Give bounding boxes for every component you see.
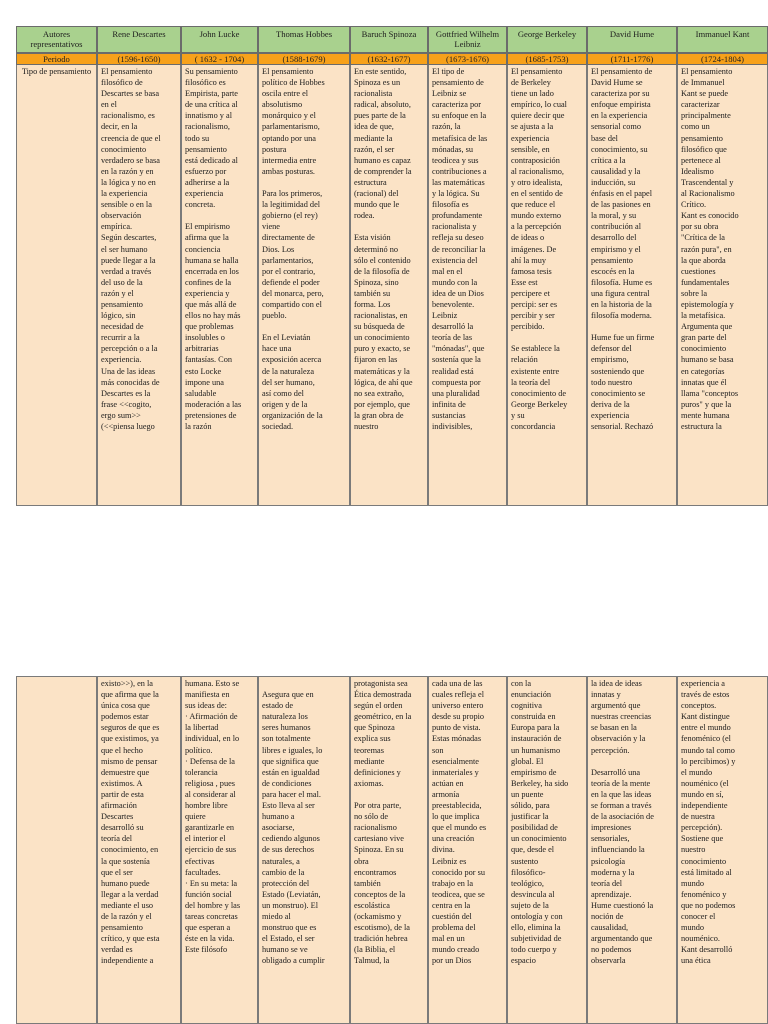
cell-hobbes-p1: El pensamiento político de Hobbes oscila entre el absolutismo monárquico y el parlamentarismo, optando por una postura intermedia entre ambas posturas. Para los primeros, la legitimidad del gobierno (el rey) viene directamente de Dios. Los parlamentarios, por el contrario, defiende el poder del monarca, pero, compartido con el pueblo. En el Leviatán hace una exposición acerca de la naturaleza del ser humano, así como del origen y de la organización de la sociedad. [258,65,350,506]
cell-kant-p1: El pensamiento de Immanuel Kant se puede caracterizar principalmente como un pensamiento filosófico que pertenece al Idealismo Trascendental y al Racionalismo Crítico. Kant es conocido por su obra "Crítica de la razón pura", en la que aborda cuestiones fundamentales sobre la epistemología y la metafísica. Argumenta que gran parte del conocimiento humano se basa en categorías innatas que él llama "conceptos puros" y que la mente humana estructura la [677,65,768,506]
cell-leibniz-p2: cada una de las cuales refleja el universo entero desde su propio punto de vista. Estas mónadas son esencialmente inmateriales y actúan en armonía preestablecida, lo que implica que el mundo es una creación divina. Leibniz es conocido por su trabajo en la teodicea, que se centra en la cuestión del problema del mal en un mundo creado por un Dios [428,676,507,1024]
cell-descartes-p2: existo>>), en la que afirma que la única cosa que podemos estar seguros de que es que existimos, ya que el hecho mismo de pensar demuestre que existimos. A partir de esta afirmación Descartes desarrolló su teoría del conocimiento, en la que sostenía que el ser humano puede llegar a la verdad mediante el uso de la razón y el pensamiento crítico, y que esta verdad es independiente a [97,676,181,1024]
period-label: Periodo [16,53,97,65]
period-hobbes: (1588-1679) [258,53,350,65]
header-cell-autores: Autores representativos [16,26,97,53]
table-page-1 [16,26,768,506]
cell-hume-p1: El pensamiento de David Hume se caracteriza por su enfoque empirista en la experiencia sensorial como base del conocimiento, su crítica a la causalidad y la inducción, su énfasis en el papel de las pasiones en la moral, y su contribución al desarrollo del empirismo y el pensamiento escocés en la filosofía. Hume es una figura central en la historia de la filosofía moderna. Hume fue un firme defensor del empirismo, sosteniendo que todo nuestro conocimiento se deriva de la experiencia sensorial. Rechazó [587,65,677,506]
period-hume: (1711-1776) [587,53,677,65]
cell-spinoza-p2: protagonista sea Ética demostrada según el orden geométrico, en la que Spinoza explica sus teoremas mediante definiciones y axiomas. Por otra parte, no sólo de racionalismo cartesiano vive Spinoza. En su obra encontramos también conceptos de la escolástica (ockamismo y escotismo), de la tradición hebrea (la Biblia, el Talmud, la [350,676,428,1024]
cell-descartes-p1: El pensamiento filosófico de Descartes se basa en el racionalismo, es decir, en la creencia de que el conocimiento verdadero se basa en la razón y en la lógica y no en la experiencia sensible o en la observación empírica. Según descartes, el ser humano puede llegar a la verdad a través del uso de la razón y el pensamiento lógico, sin necesidad de recurrir a la percepción o a la experiencia. Una de las ideas más conocidas de Descartes es la frase <<cogito, ergo sum>> (<<piensa luego [97,65,181,506]
cell-berkeley-p2: con la enunciación cognitiva construida en Europa para la instauración de un humanismo global. El empirismo de Berkeley, ha sido un puente sólido, para justificar la posibilidad de un conocimiento que, desde el sustento filosófico- teológico, desvincula al sujeto de la ontología y con ello, elimina la subjetividad de todo cuerpo y espacio [507,676,587,1024]
header-cell-leibniz: Gottfried Wilhelm Leibniz [428,26,507,53]
row-label-tipo-pensamiento: Tipo de pensamiento [16,65,97,506]
period-locke: ( 1632 - 1704) [181,53,258,65]
header-cell-hume: David Hume [587,26,677,53]
table-header-row [16,26,768,53]
period-leibniz: (1673-1676) [428,53,507,65]
cell-kant-p2: experiencia a través de estos conceptos. Kant distingue entre el mundo fenoménico (el mundo tal como lo percibimos) y el mundo nouménico (el mundo en sí, independiente de nuestra percepción). Sostiene que nuestro conocimiento está limitado al mundo fenoménico y que no podemos conocer el mundo nouménico. Kant desarrolló una ética [677,676,768,1024]
header-cell-spinoza: Baruch Spinoza [350,26,428,53]
period-row [16,53,768,65]
table-page-2 [16,676,768,1024]
cell-hobbes-p2: Asegura que en estado de naturaleza los seres humanos son totalmente libres e iguales, lo que significa que están en igualdad de condiciones para hacer el mal. Esto lleva al ser humano a asociarse, cediendo algunos de sus derechos naturales, a cambio de la protección del Estado (Leviatán, un monstruo). El miedo al monstruo que es el Estado, el ser humano se ve obligado a cumplir [258,676,350,1024]
cell-leibniz-p1: El tipo de pensamiento de Leibniz se caracteriza por su enfoque en la razón, la metafísica de las mónadas, su teodicea y sus contribuciones a las matemáticas y la lógica. Su filosofía es profundamente racionalista y refleja su deseo de reconciliar la existencia del mal en el mundo con la idea de un Dios benevolente. Leibniz desarrolló la teoría de las "mónadas", que sostenía que la realidad está compuesta por una pluralidad infinita de sustancias indivisibles, [428,65,507,506]
header-cell-kant: Immanuel Kant [677,26,768,53]
cell-locke-p1: Su pensamiento filosófico es Empirista, parte de una crítica al innatismo y al racionalismo, todo su pensamiento está dedicado al esfuerzo por adherirse a la experiencia concreta. El empirismo afirma que la conciencia humana se halla encerrada en los confines de la experiencia y que más allá de ellos no hay más que problemas insolubles o arbitrarias fantasías. Con esto Locke impone una saludable moderación a las pretensiones de la razón [181,65,258,506]
cell-hume-p2: la idea de ideas innatas y argumentó que nuestras creencias se basan en la observación y la percepción. Desarrolló una teoría de la mente en la que las ideas se forman a través de la asociación de impresiones sensoriales, influenciando la psicología moderna y la teoría del aprendizaje. Hume cuestionó la noción de causalidad, argumentando que no podemos observarla [587,676,677,1024]
period-kant: (1724-1804) [677,53,768,65]
period-berkeley: (1685-1753) [507,53,587,65]
header-cell-descartes: Rene Descartes [97,26,181,53]
cell-locke-p2: humana. Esto se manifiesta en sus ideas de: · Afirmación de la libertad individual, en lo político. · Defensa de la tolerancia religiosa , pues al considerar al hombre libre quiere garantizarle en el interior el ejercicio de sus efectivas facultades. · En su meta: la función social del hombre y las tareas concretas que esperan a éste en la vida. Este filósofo [181,676,258,1024]
period-descartes: (1596-1650) [97,53,181,65]
cell-berkeley-p1: El pensamiento de Berkeley tiene un lado empírico, lo cual quiere decir que se ajusta a la experiencia sensible, en contraposición al racionalismo, y otro idealista, en el sentido de que reduce el mundo externo a la percepción de ideas o imágenes. De ahí la muy famosa tesis Esse est percipere et percipi: ser es percibir y ser percibido. Se establece la relación existente entre la teoría del conocimiento de George Berkeley y su concordancia [507,65,587,506]
header-cell-berkeley: George Berkeley [507,26,587,53]
period-spinoza: (1632-1677) [350,53,428,65]
header-cell-locke: John Lucke [181,26,258,53]
cell-spinoza-p1: En este sentido, Spinoza es un racionalista radical, absoluto, pues parte de la idea de que, mediante la razón, el ser humano es capaz de comprender la estructura (racional) del mundo que le rodea. Esta visión determinó no sólo el contenido de la filosofía de Spinoza, sino también su forma. Los racionalistas, en su búsqueda de un conocimiento puro y exacto, se fijaron en las matemáticas y la lógica, de ahí que no sea extraño, por ejemplo, que la gran obra de nuestro [350,65,428,506]
header-cell-hobbes: Thomas Hobbes [258,26,350,53]
row-label-continued [16,676,97,1024]
